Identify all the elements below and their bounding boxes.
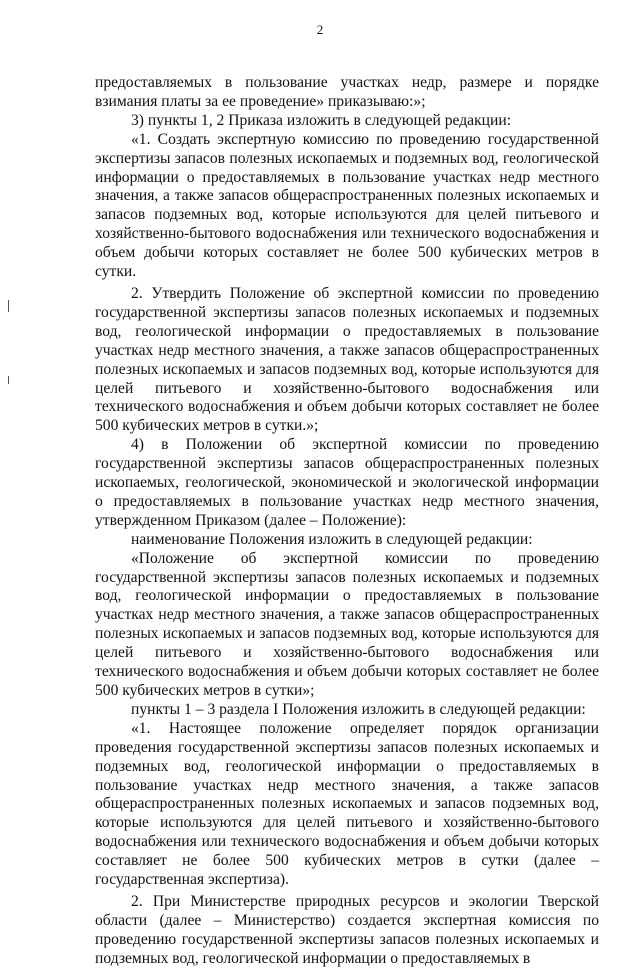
document-body [95, 74, 599, 969]
paragraph-continuation: предоставляемых в пользование участках недр, размере и порядке взимания платы за ее проведение» приказываю:»; [95, 74, 599, 110]
margin-mark [8, 300, 9, 312]
paragraph-regulation-title: «Положение об экспертной комиссии по проведению государственной экспертизы запасов полезных ископаемых и подземных вод, геологической информации о предоставляемых в пользование участках недр местного значения, а также запасов общераспространенных полезных ископаемых и запасов подземных вод, которые используются для целей питьевого и хозяйственно-бытового водоснабжения или технического водоснабжения и объем добычи которых составляет не более 500 кубических метров в сутки»; [95, 549, 599, 699]
paragraph-naming: наименование Положения изложить в следующей редакции: [131, 530, 533, 548]
paragraph-quote-2: 2. Утвердить Положение об экспертной комиссии по проведению государственной экспертизы запасов полезных ископаемых и подземных вод, геологической информации о предоставляемых в пользование участках недр местного значения, а также запасов общераспространенных полезных ископаемых и запасов подземных вод, которые используются для целей питьевого и хозяйственно-бытового водоснабжения или технического водоснабжения и объем добычи которых составляет не более 500 кубических метров в сутки.»; [95, 284, 599, 435]
paragraph-quote-1: «1. Создать экспертную комиссию по проведению государственной экспертизы запасов полезных ископаемых и подземных вод, геологической информации о предоставляемых в пользование участках недр местного значения, а также запасов общераспространенных полезных ископаемых и запасов подземных вод, которые используются для целей питьевого и хозяйственно-бытового водоснабжения или технического водоснабжения и объем добычи которых составляет не более 500 кубических метров в сутки. [95, 130, 599, 281]
page-number: 2 [316, 22, 324, 37]
margin-mark [8, 376, 9, 384]
paragraph-section-items: пункты 1 – 3 раздела I Положения изложить в следующей редакции: [131, 700, 586, 718]
paragraph-item-3: 3) пункты 1, 2 Приказа изложить в следующей редакции: [131, 111, 512, 129]
paragraph-point-1: «1. Настоящее положение определяет порядок организации проведения государственной экспертизы запасов полезных ископаемых и подземных вод, геологической информации о предоставляемых в пользование участках недр местного значения, а также запасов общераспространенных полезных ископаемых и запасов подземных вод, которые используются для целей питьевого и хозяйственно-бытового водоснабжения или технического водоснабжения и объем добычи которых составляет не более 500 кубических метров в сутки (далее – государственная экспертиза). [95, 719, 599, 889]
paragraph-item-4: 4) в Положении об экспертной комиссии по проведению государственной экспертизы запасов общераспространенных полезных ископаемых, геологической, экономической и экологической информации о предоставляемых в пользование участках недр местного значения, утвержденном Приказом (далее – Положение): [95, 436, 599, 529]
paragraph-point-2: 2. При Министерстве природных ресурсов и экологии Тверской области (далее – Министерство) создается экспертная комиссия по проведению государственной экспертизы запасов полезных ископаемых и подземных вод, геологической информации о предоставляемых в [95, 892, 599, 967]
